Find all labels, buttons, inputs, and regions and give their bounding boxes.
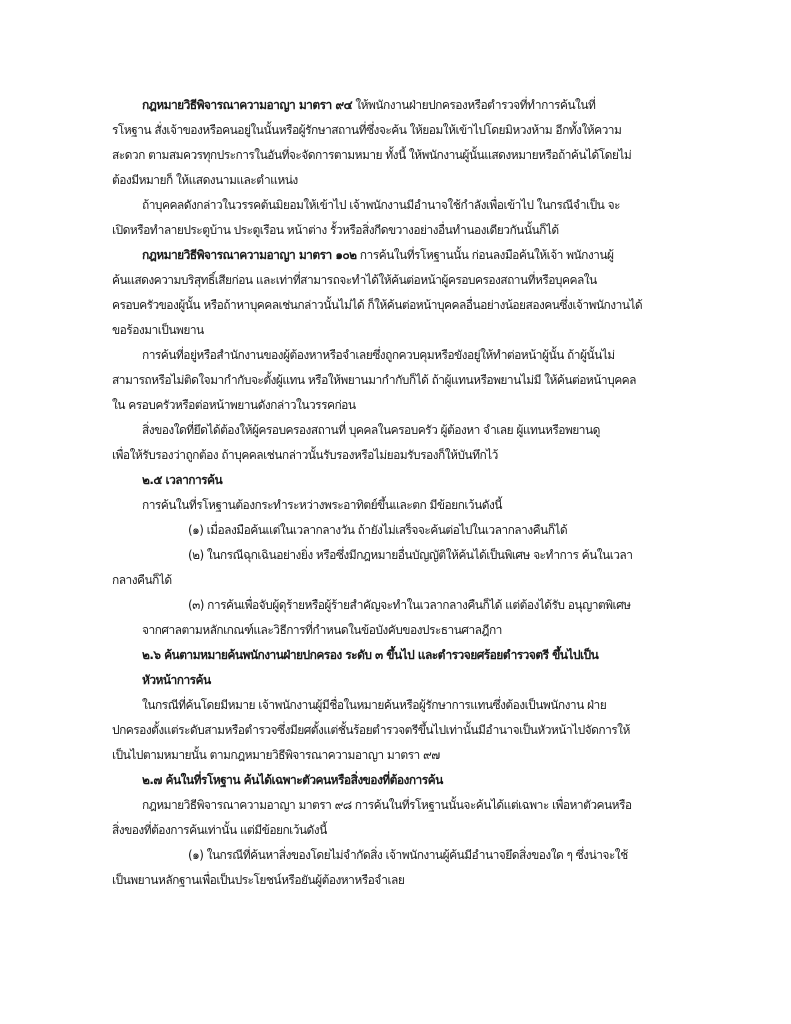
paragraph-search-time: การค้นในที่รโหฐานต้องกระทำระหว่างพระอาทิตย์ขึ้นและตก มีข้อยกเว้นดังนี้ — [142, 498, 502, 512]
exception-item-2-line-1: (๒) ในกรณีฉุกเฉินอย่างยิ่ง หรือซึ่งมีกฎหมายอื่นบัญญัติให้ค้นได้เป็นพิเศษ จะทำการ ค้นในเวลา — [188, 548, 633, 562]
paragraph-section-98-line-1: กฎหมายวิธีพิจารณาความอาญา มาตรา ๙๘ การค้นในที่รโหฐานนั้นจะค้นได้แต่เฉพาะ เพื่อหาตัวคนหรือ — [142, 798, 632, 812]
paragraph-force-entry-line-1: ถ้าบุคคลดังกล่าวในวรรคต้นมิยอมให้เข้าไป เจ้าพนักงานมีอำนาจใช้กำลังเพื่อเข้าไป ในกรณีจำเป็น จะ — [142, 198, 620, 212]
section-heading-2-6-line-1: ๒.๖ ค้นตามหมายค้นพนักงานฝ่ายปกครอง ระดับ ๓ ขึ้นไป และตำรวจยศร้อยตำรวจตรี ขึ้นไปเป็น — [142, 648, 599, 662]
section-heading-2-7: ๒.๗ ค้นในที่รโหฐาน ค้นได้เฉพาะตัวคนหรือสิ่งของที่ต้องการค้น — [142, 773, 443, 787]
text-run: การค้นในที่รโหฐานนั้น ก่อนลงมือค้นให้เจ้า พนักงานผู้ — [356, 248, 614, 262]
paragraph-section-98-line-2: สิ่งของที่ต้องการค้นเท่านั้น แต่มีข้อยกเว้นดังนี้ — [112, 823, 327, 837]
text-run: ให้พนักงานฝ่ายปกครองหรือตำรวจที่ทำการค้นในที่ — [352, 98, 596, 112]
paragraph-section-94-line-2: รโหฐาน สั่งเจ้าของหรือคนอยู่ในนั้นหรือผู้รักษาสถานที่ซึ่งจะค้น ให้ยอมให้เข้าไปโดยมิหวงห้าม อีกทั้งให้ความ — [112, 123, 622, 137]
paragraph-seized-items-line-1: สิ่งของใดที่ยึดได้ต้องให้ผู้ครอบครองสถานที่ บุคคลในครอบครัว ผู้ต้องหา จำเลย ผู้แทนหรือพยานดู — [142, 423, 600, 437]
paragraph-section-94-line-4: ต้องมีหมายก็ ให้แสดงนามและตำแหน่ง — [112, 173, 298, 187]
paragraph-section-102-line-3: ครอบครัวของผู้นั้น หรือถ้าหาบุคคลเช่นกล่าวนั้นไม่ได้ ก็ให้ค้นต่อหน้าบุคคลอื่นอย่างน้อยสองคนซึ่งเจ้าพนักงานได้ — [112, 298, 643, 312]
paragraph-section-102-line-4: ขอร้องมาเป็นพยาน — [112, 323, 204, 337]
exception-item-3-line-1: (๓) การค้นเพื่อจับผู้ดุร้ายหรือผู้ร้ายสำคัญจะทำในเวลากลางคืนก็ได้ แต่ต้องได้รับ อนุญาตพิเศษ — [188, 598, 631, 612]
paragraph-section-94-line-1 — [142, 97, 595, 113]
paragraph-section-102-line-1 — [142, 247, 614, 263]
paragraph-residence-search-line-2: สามารถหรือไม่ติดใจมากำกับจะตั้งผู้แทน หรือให้พยานมากำกับก็ได้ ถ้าผู้แทนหรือพยานไม่มี ให้ค้นต่อหน้าบุคคล — [112, 373, 636, 387]
exception-item-4-line-1: (๑) ในกรณีที่ค้นหาสิ่งของโดยไม่จำกัดสิ่ง เจ้าพนักงานผู้ค้นมีอำนาจยึดสิ่งของใด ๆ ซึ่งน่าจะใช้ — [188, 848, 628, 862]
paragraph-residence-search-line-3: ใน ครอบครัวหรือต่อหน้าพยานดังกล่าวในวรรคก่อน — [112, 398, 356, 412]
section-heading-2-5: ๒.๕ เวลาการค้น — [142, 473, 223, 487]
section-heading-2-6-line-2: หัวหน้าการค้น — [142, 673, 211, 687]
exception-item-4-line-2: เป็นพยานหลักฐานเพื่อเป็นประโยชน์หรือยันผู้ต้องหาหรือจำเลย — [112, 873, 405, 887]
paragraph-section-102-line-2: ค้นแสดงความบริสุทธิ์เสียก่อน และเท่าที่สามารถจะทำได้ให้ค้นต่อหน้าผู้ครอบครองสถานที่หรือบุคคลใน — [112, 273, 597, 287]
paragraph-warrant-leader-line-3: เป็นไปตามหมายนั้น ตามกฎหมายวิธีพิจารณาความอาญา มาตรา ๙๗ — [112, 748, 440, 762]
exception-item-3-line-2: จากศาลตามหลักเกณฑ์และวิธีการที่กำหนดในข้อบังคับของประธานศาลฎีกา — [142, 623, 502, 637]
exception-item-2-line-2: กลางคืนก็ได้ — [112, 573, 172, 587]
paragraph-warrant-leader-line-1: ในกรณีที่ค้นโดยมีหมาย เจ้าพนักงานผู้มีชื่อในหมายค้นหรือผู้รักษาการแทนซึ่งต้องเป็นพนักงาน ฝ่าย — [142, 698, 607, 712]
paragraph-warrant-leader-line-2: ปกครองตั้งแต่ระดับสามหรือตำรวจซึ่งมียศตั้งแต่ชั้นร้อยตำรวจตรีขึ้นไปเท่านั้นมีอำนาจเป็นหัวหน้าไปจัดการให้ — [112, 723, 630, 737]
statute-reference: กฎหมายวิธีพิจารณาความอาญา มาตรา ๑๐๒ — [142, 248, 357, 262]
paragraph-seized-items-line-2: เพื่อให้รับรองว่าถูกต้อง ถ้าบุคคลเช่นกล่าวนั้นรับรองหรือไม่ยอมรับรองก็ให้บันทึกไว้ — [112, 448, 498, 462]
statute-reference: กฎหมายวิธีพิจารณาความอาญา มาตรา ๙๔ — [142, 98, 353, 112]
paragraph-residence-search-line-1: การค้นที่อยู่หรือสำนักงานของผู้ต้องหาหรือจำเลยซึ่งถูกควบคุมหรือขังอยู่ให้ทำต่อหน้าผู้นั้น ถ้าผู้นั้นไม่ — [142, 348, 615, 362]
paragraph-section-94-line-3: สะดวก ตามสมควรทุกประการในอันที่จะจัดการตามหมาย ทั้งนี้ ให้พนักงานผู้นั้นแสดงหมายหรือถ้าค้นได้โดยไม่ — [112, 148, 632, 162]
exception-item-1: (๑) เมื่อลงมือค้นแต่ในเวลากลางวัน ถ้ายังไม่เสร็จจะค้นต่อไปในเวลากลางคืนก็ได้ — [188, 523, 568, 537]
paragraph-force-entry-line-2: เปิดหรือทำลายประตูบ้าน ประตูเรือน หน้าต่าง รั้วหรือสิ่งกีดขวางอย่างอื่นทำนองเดียวกันนั้นก็ได้ — [112, 223, 559, 237]
